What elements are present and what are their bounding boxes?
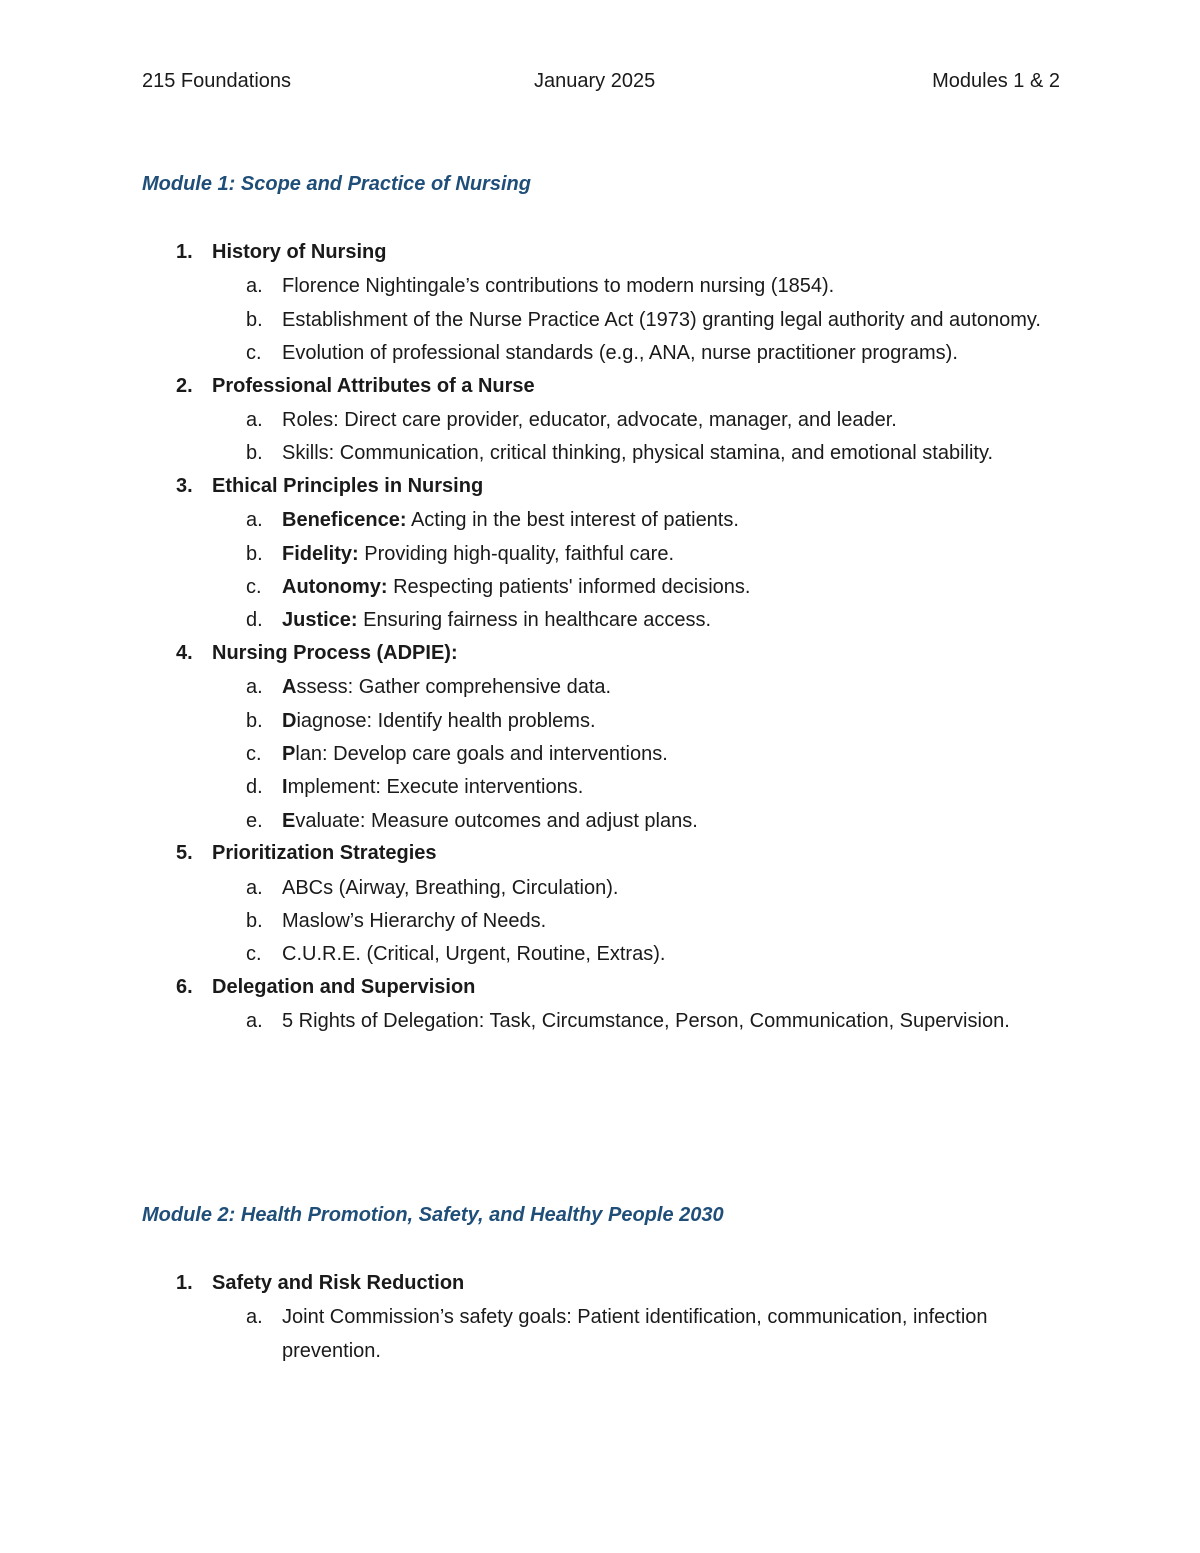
list-item <box>0 872 1200 905</box>
section-number: 3. <box>176 474 193 497</box>
item-description: Maslow’s Hierarchy of Needs. <box>282 910 547 933</box>
section-title: Prioritization Strategies <box>212 842 437 865</box>
item-letter: b. <box>246 910 263 933</box>
item-text <box>282 671 1062 704</box>
item-description: Joint Commission’s safety goals: Patient identification, communication, infection prevention. <box>282 1306 988 1362</box>
item-letter: b. <box>246 442 263 465</box>
item-letter: b. <box>246 542 263 565</box>
item-bold-term: Beneficence: <box>282 509 407 532</box>
item-text <box>282 571 1062 604</box>
item-text <box>282 404 1062 437</box>
section-title: History of Nursing <box>212 241 387 263</box>
item-description: Respecting patients' informed decisions. <box>387 576 751 599</box>
list-item <box>0 270 1200 303</box>
item-letter: c. <box>246 342 262 365</box>
item-description: 5 Rights of Delegation: Task, Circumstance, Person, Communication, Supervision. <box>282 1010 1010 1033</box>
item-description: mplement: Execute interventions. <box>287 776 584 799</box>
item-bold-term: P <box>282 743 296 766</box>
section-number: 5. <box>176 842 193 865</box>
list-item <box>0 771 1200 804</box>
module-1-outline <box>0 237 1200 1039</box>
item-text <box>282 437 1062 470</box>
item-letter: a. <box>246 676 263 699</box>
item-text <box>282 1301 1062 1368</box>
module-1-heading: Module 1: Scope and Practice of Nursing <box>142 173 531 195</box>
item-letter: a. <box>246 509 263 532</box>
header-modules: Modules 1 & 2 <box>932 70 1060 92</box>
item-letter: a. <box>246 409 263 431</box>
item-bold-term: I <box>282 776 288 799</box>
item-description: lan: Develop care goals and interventions. <box>295 743 668 766</box>
list-item <box>0 538 1200 571</box>
item-text <box>282 1005 1062 1038</box>
section-heading <box>0 638 1200 671</box>
item-text <box>282 504 1062 537</box>
list-item <box>0 1301 1200 1368</box>
item-letter: c. <box>246 943 262 966</box>
list-item <box>0 938 1200 971</box>
module-2-outline <box>0 1268 1200 1368</box>
section-title: Ethical Principles in Nursing <box>212 474 484 497</box>
item-text <box>282 872 1062 905</box>
item-letter: d. <box>246 776 263 799</box>
item-description: Roles: Direct care provider, educator, advocate, manager, and leader. <box>282 409 897 431</box>
module-2-heading: Module 2: Health Promotion, Safety, and Healthy People 2030 <box>142 1204 724 1226</box>
list-item <box>0 905 1200 938</box>
item-letter: a. <box>246 876 263 899</box>
item-bold-term: E <box>282 809 296 832</box>
item-description: Florence Nightingale’s contributions to modern nursing (1854). <box>282 275 835 298</box>
item-letter: b. <box>246 709 263 732</box>
item-text <box>282 337 1062 370</box>
section-title: Delegation and Supervision <box>212 975 476 998</box>
list-item <box>0 671 1200 704</box>
item-description: Acting in the best interest of patients. <box>406 509 739 532</box>
item-text <box>282 304 1062 337</box>
item-description: Skills: Communication, critical thinking, physical stamina, and emotional stability. <box>282 442 994 465</box>
list-item <box>0 805 1200 838</box>
item-text <box>282 705 1062 738</box>
item-letter: d. <box>246 609 263 632</box>
item-text <box>282 604 1062 637</box>
list-item <box>0 571 1200 604</box>
section-heading <box>0 1268 1200 1301</box>
section-title: Nursing Process (ADPIE): <box>212 641 458 664</box>
item-text <box>282 270 1062 303</box>
section-heading <box>0 237 1200 270</box>
section-number: 4. <box>176 641 193 664</box>
section-heading <box>0 371 1200 404</box>
section-number: 6. <box>176 975 193 998</box>
list-item <box>0 404 1200 437</box>
item-text <box>282 805 1062 838</box>
item-letter: b. <box>246 308 263 331</box>
item-text <box>282 938 1062 971</box>
header-course: 215 Foundations <box>142 70 292 92</box>
item-letter: c. <box>246 743 262 766</box>
item-description: Evolution of professional standards (e.g., ANA, nurse practitioner programs). <box>282 342 958 365</box>
header-date: January 2025 <box>534 70 656 92</box>
section-heading <box>0 838 1200 871</box>
section-number: 1. <box>176 1272 193 1294</box>
item-text <box>282 771 1062 804</box>
item-description: Ensuring fairness in healthcare access. <box>357 609 712 632</box>
item-text <box>282 538 1062 571</box>
item-bold-term: D <box>282 709 297 732</box>
item-bold-term: A <box>282 676 297 699</box>
item-text <box>282 738 1062 771</box>
list-item <box>0 604 1200 637</box>
list-item <box>0 738 1200 771</box>
section-heading <box>0 471 1200 504</box>
list-item <box>0 705 1200 738</box>
section-title: Professional Attributes of a Nurse <box>212 374 535 397</box>
item-description: valuate: Measure outcomes and adjust plans. <box>295 809 698 832</box>
item-letter: e. <box>246 809 263 832</box>
item-bold-term: Autonomy: <box>282 576 388 599</box>
item-letter: a. <box>246 275 263 298</box>
item-description: Providing high-quality, faithful care. <box>358 542 675 565</box>
item-description: C.U.R.E. (Critical, Urgent, Routine, Extras). <box>282 943 666 966</box>
section-number: 2. <box>176 374 193 397</box>
list-item <box>0 1005 1200 1038</box>
section-number: 1. <box>176 241 193 263</box>
item-letter: a. <box>246 1010 263 1033</box>
section-title: Safety and Risk Reduction <box>212 1272 465 1294</box>
page-header <box>0 70 1200 104</box>
item-description: iagnose: Identify health problems. <box>296 709 596 732</box>
item-text <box>282 905 1062 938</box>
item-letter: c. <box>246 576 262 599</box>
item-description: ABCs (Airway, Breathing, Circulation). <box>282 876 619 899</box>
list-item <box>0 304 1200 337</box>
item-letter: a. <box>246 1306 263 1329</box>
list-item <box>0 504 1200 537</box>
section-heading <box>0 972 1200 1005</box>
item-description: ssess: Gather comprehensive data. <box>296 676 612 699</box>
item-description: Establishment of the Nurse Practice Act (1973) granting legal authority and autonomy. <box>282 308 1041 331</box>
item-bold-term: Justice: <box>282 609 358 632</box>
list-item <box>0 337 1200 370</box>
item-bold-term: Fidelity: <box>282 542 359 565</box>
list-item <box>0 437 1200 470</box>
